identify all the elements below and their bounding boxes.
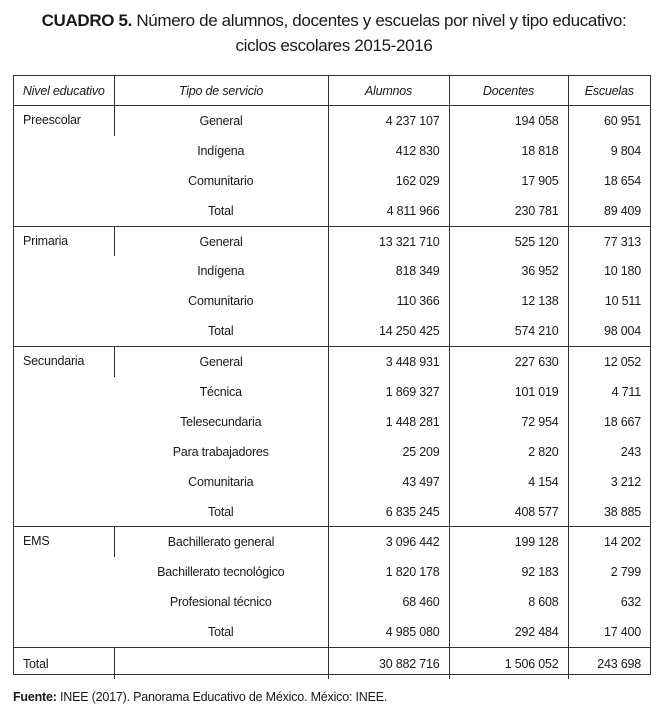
title-text: Número de alumnos, docentes y escuelas por nivel y tipo educativo: — [136, 11, 627, 30]
docentes-cell: 4 154 — [449, 467, 568, 497]
docentes-cell: 101 019 — [449, 377, 568, 407]
data-table-frame — [13, 75, 651, 675]
escuelas-cell: 4 711 — [568, 377, 650, 407]
escuelas-cell: 10 511 — [568, 286, 650, 316]
service-cell: Total — [114, 497, 328, 527]
header-row — [14, 76, 650, 106]
source-text: INEE (2017). Panorama Educativo de México. México: INEE. — [60, 690, 388, 704]
escuelas-cell: 12 052 — [568, 347, 650, 377]
grand-total-row — [14, 648, 650, 680]
docentes-cell: 525 120 — [449, 226, 568, 256]
service-cell: Profesional técnico — [169, 595, 272, 610]
service-cell: Bachillerato tecnológico — [157, 565, 285, 580]
service-cell: Comunitaria — [188, 474, 254, 489]
alumnos-cell: 3 096 442 — [328, 527, 449, 557]
docentes-cell: 230 781 — [449, 196, 568, 226]
header-alumnos: Alumnos — [328, 76, 449, 106]
alumnos-cell: 412 830 — [328, 136, 449, 166]
escuelas-cell: 77 313 — [568, 226, 650, 256]
data-table — [14, 76, 650, 679]
alumnos-cell: 13 321 710 — [328, 226, 449, 256]
alumnos-cell: 162 029 — [328, 166, 449, 196]
alumnos-cell: 1 820 178 — [328, 557, 449, 587]
header-docentes: Docentes — [449, 76, 568, 106]
service-cell: Para trabajadores — [172, 444, 269, 459]
table-row — [14, 106, 650, 136]
service-cell: Total — [114, 196, 328, 226]
escuelas-cell: 3 212 — [568, 467, 650, 497]
service-cell: Técnica — [199, 384, 242, 399]
escuelas-cell: 98 004 — [568, 316, 650, 346]
alumnos-cell: 14 250 425 — [328, 316, 449, 346]
docentes-cell: 194 058 — [449, 106, 568, 136]
table-row — [14, 226, 650, 256]
service-cell: Total — [114, 316, 328, 346]
table-row — [14, 347, 650, 377]
escuelas-cell: 89 409 — [568, 196, 650, 226]
docentes-cell: 408 577 — [449, 497, 568, 527]
service-cell: Bachillerato general — [114, 527, 328, 557]
alumnos-cell: 1 869 327 — [328, 377, 449, 407]
alumnos-cell: 4 811 966 — [328, 196, 449, 226]
escuelas-cell: 243 — [568, 437, 650, 467]
escuelas-cell: 632 — [568, 587, 650, 617]
source-label: Fuente: — [13, 690, 57, 704]
title-line-2: ciclos escolares 2015-2016 — [235, 36, 433, 55]
service-cell: General — [114, 226, 328, 256]
header-tipo: Tipo de servicio — [114, 76, 328, 106]
header-nivel: Nivel educativo — [14, 76, 114, 106]
service-cell: General — [114, 106, 328, 136]
service-cell: Indígena — [197, 143, 245, 158]
docentes-cell: 12 138 — [449, 286, 568, 316]
header-escuelas: Escuelas — [568, 76, 650, 106]
table-body — [14, 106, 650, 680]
escuelas-cell: 60 951 — [568, 106, 650, 136]
table-number: CUADRO 5. — [41, 11, 132, 30]
alumnos-cell: 25 209 — [328, 437, 449, 467]
escuelas-cell: 18 654 — [568, 166, 650, 196]
source-note — [13, 690, 387, 704]
service-cell: Comunitario — [188, 294, 254, 309]
docentes-cell: 72 954 — [449, 407, 568, 437]
level-cell: EMS — [14, 527, 114, 648]
alumnos-cell: 43 497 — [328, 467, 449, 497]
alumnos-cell: 4 237 107 — [328, 106, 449, 136]
docentes-cell: 17 905 — [449, 166, 568, 196]
service-cell: Indígena — [197, 264, 245, 279]
service-cell: Telesecundaria — [180, 414, 262, 429]
alumnos-cell: 818 349 — [328, 256, 449, 286]
grand-total-escuelas: 243 698 — [568, 648, 650, 680]
escuelas-cell: 18 667 — [568, 407, 650, 437]
docentes-cell: 227 630 — [449, 347, 568, 377]
service-cell: General — [114, 347, 328, 377]
alumnos-cell: 3 448 931 — [328, 347, 449, 377]
service-cell: Total — [114, 617, 328, 647]
alumnos-cell: 68 460 — [328, 587, 449, 617]
escuelas-cell: 10 180 — [568, 256, 650, 286]
docentes-cell: 92 183 — [449, 557, 568, 587]
docentes-cell: 199 128 — [449, 527, 568, 557]
grand-total-label: Total — [23, 656, 49, 671]
docentes-cell: 2 820 — [449, 437, 568, 467]
docentes-cell: 574 210 — [449, 316, 568, 346]
title-line-1 — [0, 8, 668, 33]
alumnos-cell: 1 448 281 — [328, 407, 449, 437]
level-cell: Primaria — [14, 226, 114, 347]
escuelas-cell: 2 799 — [568, 557, 650, 587]
alumnos-cell: 110 366 — [328, 286, 449, 316]
alumnos-cell: 6 835 245 — [328, 497, 449, 527]
docentes-cell: 292 484 — [449, 617, 568, 647]
service-cell: Comunitario — [188, 173, 254, 188]
grand-total-alumnos: 30 882 716 — [328, 648, 449, 680]
escuelas-cell: 9 804 — [568, 136, 650, 166]
docentes-cell: 18 818 — [449, 136, 568, 166]
level-cell: Preescolar — [14, 106, 114, 227]
docentes-cell: 8 608 — [449, 587, 568, 617]
escuelas-cell: 17 400 — [568, 617, 650, 647]
table-title — [0, 8, 668, 58]
docentes-cell: 36 952 — [449, 256, 568, 286]
grand-total-docentes: 1 506 052 — [449, 648, 568, 680]
table-row — [14, 527, 650, 557]
escuelas-cell: 14 202 — [568, 527, 650, 557]
level-cell: Secundaria — [14, 347, 114, 527]
grand-total-service — [114, 648, 328, 680]
alumnos-cell: 4 985 080 — [328, 617, 449, 647]
escuelas-cell: 38 885 — [568, 497, 650, 527]
